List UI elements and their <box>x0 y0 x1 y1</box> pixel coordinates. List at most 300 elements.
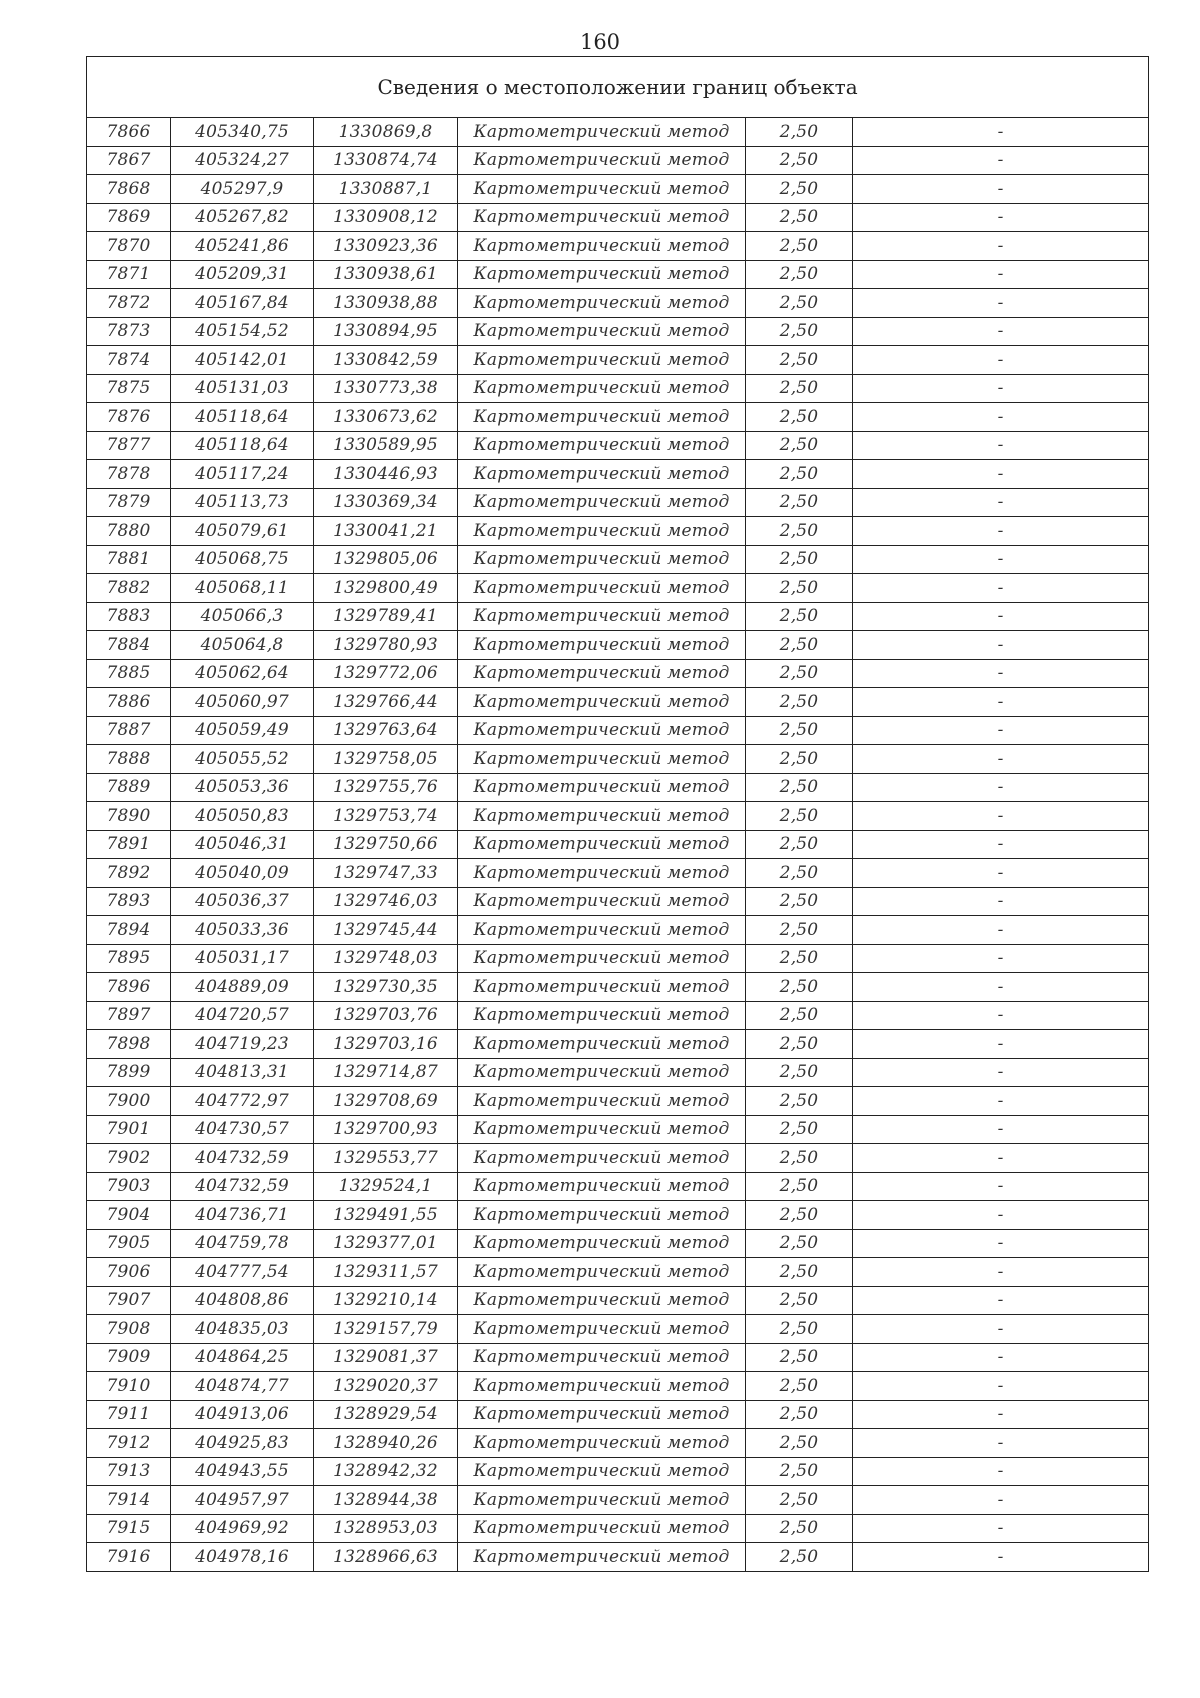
method-cell: Картометрический метод <box>458 659 746 688</box>
table-row <box>87 1201 1149 1230</box>
method-cell: Картометрический метод <box>458 146 746 175</box>
method-cell: Картометрический метод <box>458 346 746 375</box>
y-coordinate-cell: 1330908,12 <box>314 203 458 232</box>
point-number-cell: 7899 <box>87 1058 171 1087</box>
accuracy-cell: 2,50 <box>746 1115 853 1144</box>
method-cell: Картометрический метод <box>458 1030 746 1059</box>
point-number-cell: 7867 <box>87 146 171 175</box>
description-cell: - <box>853 802 1149 831</box>
point-number-cell: 7889 <box>87 773 171 802</box>
point-number-cell: 7911 <box>87 1400 171 1429</box>
x-coordinate-cell: 405142,01 <box>171 346 314 375</box>
description-cell: - <box>853 1286 1149 1315</box>
accuracy-cell: 2,50 <box>746 1087 853 1116</box>
y-coordinate-cell: 1328929,54 <box>314 1400 458 1429</box>
x-coordinate-cell: 405050,83 <box>171 802 314 831</box>
description-cell: - <box>853 1514 1149 1543</box>
description-cell: - <box>853 859 1149 888</box>
table-row <box>87 1514 1149 1543</box>
y-coordinate-cell: 1329377,01 <box>314 1229 458 1258</box>
y-coordinate-cell: 1329708,69 <box>314 1087 458 1116</box>
description-cell: - <box>853 659 1149 688</box>
accuracy-cell: 2,50 <box>746 602 853 631</box>
y-coordinate-cell: 1330041,21 <box>314 517 458 546</box>
description-cell: - <box>853 574 1149 603</box>
accuracy-cell: 2,50 <box>746 1514 853 1543</box>
x-coordinate-cell: 405267,82 <box>171 203 314 232</box>
method-cell: Картометрический метод <box>458 1115 746 1144</box>
x-coordinate-cell: 404720,57 <box>171 1001 314 1030</box>
point-number-cell: 7905 <box>87 1229 171 1258</box>
point-number-cell: 7883 <box>87 602 171 631</box>
accuracy-cell: 2,50 <box>746 1400 853 1429</box>
table-row <box>87 745 1149 774</box>
description-cell: - <box>853 773 1149 802</box>
y-coordinate-cell: 1328944,38 <box>314 1486 458 1515</box>
table-row <box>87 260 1149 289</box>
accuracy-cell: 2,50 <box>746 1144 853 1173</box>
method-cell: Картометрический метод <box>458 887 746 916</box>
accuracy-cell: 2,50 <box>746 118 853 147</box>
method-cell: Картометрический метод <box>458 317 746 346</box>
x-coordinate-cell: 405118,64 <box>171 403 314 432</box>
point-number-cell: 7875 <box>87 374 171 403</box>
x-coordinate-cell: 404808,86 <box>171 1286 314 1315</box>
point-number-cell: 7897 <box>87 1001 171 1030</box>
x-coordinate-cell: 404889,09 <box>171 973 314 1002</box>
y-coordinate-cell: 1330842,59 <box>314 346 458 375</box>
description-cell: - <box>853 1543 1149 1572</box>
description-cell: - <box>853 1115 1149 1144</box>
method-cell: Картометрический метод <box>458 1400 746 1429</box>
method-cell: Картометрический метод <box>458 545 746 574</box>
point-number-cell: 7880 <box>87 517 171 546</box>
x-coordinate-cell: 405241,86 <box>171 232 314 261</box>
x-coordinate-cell: 405031,17 <box>171 944 314 973</box>
x-coordinate-cell: 404732,59 <box>171 1172 314 1201</box>
method-cell: Картометрический метод <box>458 602 746 631</box>
point-number-cell: 7874 <box>87 346 171 375</box>
accuracy-cell: 2,50 <box>746 175 853 204</box>
accuracy-cell: 2,50 <box>746 1258 853 1287</box>
method-cell: Картометрический метод <box>458 1372 746 1401</box>
accuracy-cell: 2,50 <box>746 203 853 232</box>
description-cell: - <box>853 175 1149 204</box>
description-cell: - <box>853 203 1149 232</box>
point-number-cell: 7888 <box>87 745 171 774</box>
method-cell: Картометрический метод <box>458 431 746 460</box>
table-row <box>87 1543 1149 1572</box>
description-cell: - <box>853 1144 1149 1173</box>
x-coordinate-cell: 405033,36 <box>171 916 314 945</box>
boundary-table-container <box>86 56 1148 1572</box>
y-coordinate-cell: 1329766,44 <box>314 688 458 717</box>
y-coordinate-cell: 1329748,03 <box>314 944 458 973</box>
table-row <box>87 1343 1149 1372</box>
method-cell: Картометрический метод <box>458 716 746 745</box>
y-coordinate-cell: 1330938,88 <box>314 289 458 318</box>
method-cell: Картометрический метод <box>458 260 746 289</box>
y-coordinate-cell: 1329747,33 <box>314 859 458 888</box>
y-coordinate-cell: 1329758,05 <box>314 745 458 774</box>
description-cell: - <box>853 232 1149 261</box>
method-cell: Картометрический метод <box>458 1429 746 1458</box>
method-cell: Картометрический метод <box>458 973 746 1002</box>
accuracy-cell: 2,50 <box>746 916 853 945</box>
method-cell: Картометрический метод <box>458 232 746 261</box>
x-coordinate-cell: 405113,73 <box>171 488 314 517</box>
table-row <box>87 289 1149 318</box>
method-cell: Картометрический метод <box>458 859 746 888</box>
point-number-cell: 7913 <box>87 1457 171 1486</box>
method-cell: Картометрический метод <box>458 631 746 660</box>
accuracy-cell: 2,50 <box>746 802 853 831</box>
x-coordinate-cell: 405066,3 <box>171 602 314 631</box>
x-coordinate-cell: 405167,84 <box>171 289 314 318</box>
point-number-cell: 7895 <box>87 944 171 973</box>
x-coordinate-cell: 405062,64 <box>171 659 314 688</box>
description-cell: - <box>853 631 1149 660</box>
point-number-cell: 7877 <box>87 431 171 460</box>
accuracy-cell: 2,50 <box>746 1201 853 1230</box>
y-coordinate-cell: 1330589,95 <box>314 431 458 460</box>
description-cell: - <box>853 1229 1149 1258</box>
x-coordinate-cell: 404874,77 <box>171 1372 314 1401</box>
accuracy-cell: 2,50 <box>746 716 853 745</box>
accuracy-cell: 2,50 <box>746 146 853 175</box>
point-number-cell: 7896 <box>87 973 171 1002</box>
description-cell: - <box>853 146 1149 175</box>
table-row <box>87 602 1149 631</box>
accuracy-cell: 2,50 <box>746 1030 853 1059</box>
table-row <box>87 1286 1149 1315</box>
accuracy-cell: 2,50 <box>746 1172 853 1201</box>
x-coordinate-cell: 404730,57 <box>171 1115 314 1144</box>
method-cell: Картометрический метод <box>458 1315 746 1344</box>
description-cell: - <box>853 1400 1149 1429</box>
point-number-cell: 7915 <box>87 1514 171 1543</box>
x-coordinate-cell: 404943,55 <box>171 1457 314 1486</box>
x-coordinate-cell: 404736,71 <box>171 1201 314 1230</box>
method-cell: Картометрический метод <box>458 1514 746 1543</box>
method-cell: Картометрический метод <box>458 1172 746 1201</box>
x-coordinate-cell: 405036,37 <box>171 887 314 916</box>
method-cell: Картометрический метод <box>458 745 746 774</box>
y-coordinate-cell: 1329750,66 <box>314 830 458 859</box>
table-row <box>87 631 1149 660</box>
point-number-cell: 7902 <box>87 1144 171 1173</box>
description-cell: - <box>853 1343 1149 1372</box>
table-row <box>87 830 1149 859</box>
accuracy-cell: 2,50 <box>746 1486 853 1515</box>
accuracy-cell: 2,50 <box>746 1286 853 1315</box>
x-coordinate-cell: 404772,97 <box>171 1087 314 1116</box>
description-cell: - <box>853 916 1149 945</box>
y-coordinate-cell: 1329772,06 <box>314 659 458 688</box>
x-coordinate-cell: 405064,8 <box>171 631 314 660</box>
method-cell: Картометрический метод <box>458 488 746 517</box>
y-coordinate-cell: 1330938,61 <box>314 260 458 289</box>
point-number-cell: 7900 <box>87 1087 171 1116</box>
x-coordinate-cell: 405060,97 <box>171 688 314 717</box>
table-row <box>87 460 1149 489</box>
table-row <box>87 1058 1149 1087</box>
table-row <box>87 232 1149 261</box>
y-coordinate-cell: 1328953,03 <box>314 1514 458 1543</box>
y-coordinate-cell: 1329553,77 <box>314 1144 458 1173</box>
boundary-coordinates-table <box>86 56 1149 1572</box>
accuracy-cell: 2,50 <box>746 887 853 916</box>
point-number-cell: 7894 <box>87 916 171 945</box>
y-coordinate-cell: 1329730,35 <box>314 973 458 1002</box>
point-number-cell: 7879 <box>87 488 171 517</box>
table-row <box>87 859 1149 888</box>
point-number-cell: 7912 <box>87 1429 171 1458</box>
description-cell: - <box>853 1372 1149 1401</box>
method-cell: Картометрический метод <box>458 1229 746 1258</box>
point-number-cell: 7885 <box>87 659 171 688</box>
x-coordinate-cell: 405068,75 <box>171 545 314 574</box>
description-cell: - <box>853 289 1149 318</box>
description-cell: - <box>853 1172 1149 1201</box>
y-coordinate-cell: 1329789,41 <box>314 602 458 631</box>
accuracy-cell: 2,50 <box>746 631 853 660</box>
x-coordinate-cell: 404957,97 <box>171 1486 314 1515</box>
accuracy-cell: 2,50 <box>746 1229 853 1258</box>
accuracy-cell: 2,50 <box>746 830 853 859</box>
y-coordinate-cell: 1329157,79 <box>314 1315 458 1344</box>
y-coordinate-cell: 1330894,95 <box>314 317 458 346</box>
accuracy-cell: 2,50 <box>746 260 853 289</box>
y-coordinate-cell: 1330773,38 <box>314 374 458 403</box>
accuracy-cell: 2,50 <box>746 688 853 717</box>
x-coordinate-cell: 404925,83 <box>171 1429 314 1458</box>
table-body <box>87 118 1149 1572</box>
accuracy-cell: 2,50 <box>746 460 853 489</box>
description-cell: - <box>853 1201 1149 1230</box>
method-cell: Картометрический метод <box>458 1286 746 1315</box>
accuracy-cell: 2,50 <box>746 374 853 403</box>
y-coordinate-cell: 1329311,57 <box>314 1258 458 1287</box>
y-coordinate-cell: 1329780,93 <box>314 631 458 660</box>
x-coordinate-cell: 404732,59 <box>171 1144 314 1173</box>
accuracy-cell: 2,50 <box>746 289 853 318</box>
table-row <box>87 1144 1149 1173</box>
accuracy-cell: 2,50 <box>746 431 853 460</box>
method-cell: Картометрический метод <box>458 203 746 232</box>
y-coordinate-cell: 1329491,55 <box>314 1201 458 1230</box>
method-cell: Картометрический метод <box>458 773 746 802</box>
x-coordinate-cell: 405055,52 <box>171 745 314 774</box>
method-cell: Картометрический метод <box>458 1144 746 1173</box>
x-coordinate-cell: 405131,03 <box>171 374 314 403</box>
x-coordinate-cell: 405046,31 <box>171 830 314 859</box>
y-coordinate-cell: 1329714,87 <box>314 1058 458 1087</box>
y-coordinate-cell: 1329745,44 <box>314 916 458 945</box>
point-number-cell: 7881 <box>87 545 171 574</box>
point-number-cell: 7870 <box>87 232 171 261</box>
accuracy-cell: 2,50 <box>746 1315 853 1344</box>
point-number-cell: 7907 <box>87 1286 171 1315</box>
point-number-cell: 7876 <box>87 403 171 432</box>
description-cell: - <box>853 317 1149 346</box>
y-coordinate-cell: 1328940,26 <box>314 1429 458 1458</box>
table-row <box>87 716 1149 745</box>
point-number-cell: 7910 <box>87 1372 171 1401</box>
table-row <box>87 118 1149 147</box>
accuracy-cell: 2,50 <box>746 773 853 802</box>
table-title: Сведения о местоположении границ объекта <box>87 57 1149 118</box>
accuracy-cell: 2,50 <box>746 659 853 688</box>
table-row <box>87 488 1149 517</box>
method-cell: Картометрический метод <box>458 802 746 831</box>
table-row <box>87 374 1149 403</box>
method-cell: Картометрический метод <box>458 1343 746 1372</box>
y-coordinate-cell: 1329763,64 <box>314 716 458 745</box>
x-coordinate-cell: 405079,61 <box>171 517 314 546</box>
table-row <box>87 802 1149 831</box>
description-cell: - <box>853 688 1149 717</box>
y-coordinate-cell: 1330673,62 <box>314 403 458 432</box>
accuracy-cell: 2,50 <box>746 1543 853 1572</box>
table-row <box>87 403 1149 432</box>
method-cell: Картометрический метод <box>458 1258 746 1287</box>
method-cell: Картометрический метод <box>458 1058 746 1087</box>
x-coordinate-cell: 404777,54 <box>171 1258 314 1287</box>
description-cell: - <box>853 1001 1149 1030</box>
y-coordinate-cell: 1328966,63 <box>314 1543 458 1572</box>
table-row <box>87 1087 1149 1116</box>
method-cell: Картометрический метод <box>458 574 746 603</box>
table-row <box>87 175 1149 204</box>
description-cell: - <box>853 517 1149 546</box>
table-row <box>87 1030 1149 1059</box>
table-row <box>87 944 1149 973</box>
point-number-cell: 7893 <box>87 887 171 916</box>
description-cell: - <box>853 745 1149 774</box>
method-cell: Картометрический метод <box>458 1201 746 1230</box>
method-cell: Картометрический метод <box>458 118 746 147</box>
point-number-cell: 7866 <box>87 118 171 147</box>
y-coordinate-cell: 1329524,1 <box>314 1172 458 1201</box>
x-coordinate-cell: 405324,27 <box>171 146 314 175</box>
description-cell: - <box>853 887 1149 916</box>
x-coordinate-cell: 404978,16 <box>171 1543 314 1572</box>
description-cell: - <box>853 1486 1149 1515</box>
accuracy-cell: 2,50 <box>746 1429 853 1458</box>
description-cell: - <box>853 431 1149 460</box>
x-coordinate-cell: 404864,25 <box>171 1343 314 1372</box>
table-row <box>87 773 1149 802</box>
table-row <box>87 1229 1149 1258</box>
point-number-cell: 7873 <box>87 317 171 346</box>
table-row <box>87 431 1149 460</box>
point-number-cell: 7914 <box>87 1486 171 1515</box>
point-number-cell: 7916 <box>87 1543 171 1572</box>
point-number-cell: 7891 <box>87 830 171 859</box>
method-cell: Картометрический метод <box>458 460 746 489</box>
method-cell: Картометрический метод <box>458 688 746 717</box>
table-row <box>87 1172 1149 1201</box>
y-coordinate-cell: 1329081,37 <box>314 1343 458 1372</box>
y-coordinate-cell: 1330446,93 <box>314 460 458 489</box>
accuracy-cell: 2,50 <box>746 517 853 546</box>
point-number-cell: 7869 <box>87 203 171 232</box>
point-number-cell: 7872 <box>87 289 171 318</box>
accuracy-cell: 2,50 <box>746 1058 853 1087</box>
method-cell: Картометрический метод <box>458 1087 746 1116</box>
description-cell: - <box>853 1258 1149 1287</box>
y-coordinate-cell: 1328942,32 <box>314 1457 458 1486</box>
description-cell: - <box>853 260 1149 289</box>
description-cell: - <box>853 1457 1149 1486</box>
description-cell: - <box>853 374 1149 403</box>
accuracy-cell: 2,50 <box>746 859 853 888</box>
table-row <box>87 1001 1149 1030</box>
table-row <box>87 659 1149 688</box>
point-number-cell: 7901 <box>87 1115 171 1144</box>
table-row <box>87 973 1149 1002</box>
method-cell: Картометрический метод <box>458 1001 746 1030</box>
description-cell: - <box>853 944 1149 973</box>
description-cell: - <box>853 1087 1149 1116</box>
description-cell: - <box>853 1429 1149 1458</box>
description-cell: - <box>853 716 1149 745</box>
x-coordinate-cell: 405340,75 <box>171 118 314 147</box>
accuracy-cell: 2,50 <box>746 346 853 375</box>
point-number-cell: 7884 <box>87 631 171 660</box>
table-row <box>87 1400 1149 1429</box>
point-number-cell: 7892 <box>87 859 171 888</box>
method-cell: Картометрический метод <box>458 374 746 403</box>
table-row <box>87 887 1149 916</box>
y-coordinate-cell: 1329703,76 <box>314 1001 458 1030</box>
y-coordinate-cell: 1329703,16 <box>314 1030 458 1059</box>
description-cell: - <box>853 1030 1149 1059</box>
method-cell: Картометрический метод <box>458 1457 746 1486</box>
table-row <box>87 1486 1149 1515</box>
point-number-cell: 7904 <box>87 1201 171 1230</box>
x-coordinate-cell: 405154,52 <box>171 317 314 346</box>
point-number-cell: 7868 <box>87 175 171 204</box>
description-cell: - <box>853 830 1149 859</box>
description-cell: - <box>853 460 1149 489</box>
accuracy-cell: 2,50 <box>746 574 853 603</box>
table-row <box>87 916 1149 945</box>
description-cell: - <box>853 346 1149 375</box>
accuracy-cell: 2,50 <box>746 1001 853 1030</box>
method-cell: Картометрический метод <box>458 403 746 432</box>
table-row <box>87 317 1149 346</box>
description-cell: - <box>853 545 1149 574</box>
table-row <box>87 517 1149 546</box>
y-coordinate-cell: 1329210,14 <box>314 1286 458 1315</box>
accuracy-cell: 2,50 <box>746 488 853 517</box>
accuracy-cell: 2,50 <box>746 1457 853 1486</box>
x-coordinate-cell: 404719,23 <box>171 1030 314 1059</box>
accuracy-cell: 2,50 <box>746 545 853 574</box>
y-coordinate-cell: 1329805,06 <box>314 545 458 574</box>
table-row <box>87 146 1149 175</box>
accuracy-cell: 2,50 <box>746 1343 853 1372</box>
y-coordinate-cell: 1329020,37 <box>314 1372 458 1401</box>
point-number-cell: 7887 <box>87 716 171 745</box>
accuracy-cell: 2,50 <box>746 944 853 973</box>
point-number-cell: 7882 <box>87 574 171 603</box>
x-coordinate-cell: 405053,36 <box>171 773 314 802</box>
x-coordinate-cell: 405059,49 <box>171 716 314 745</box>
point-number-cell: 7909 <box>87 1343 171 1372</box>
